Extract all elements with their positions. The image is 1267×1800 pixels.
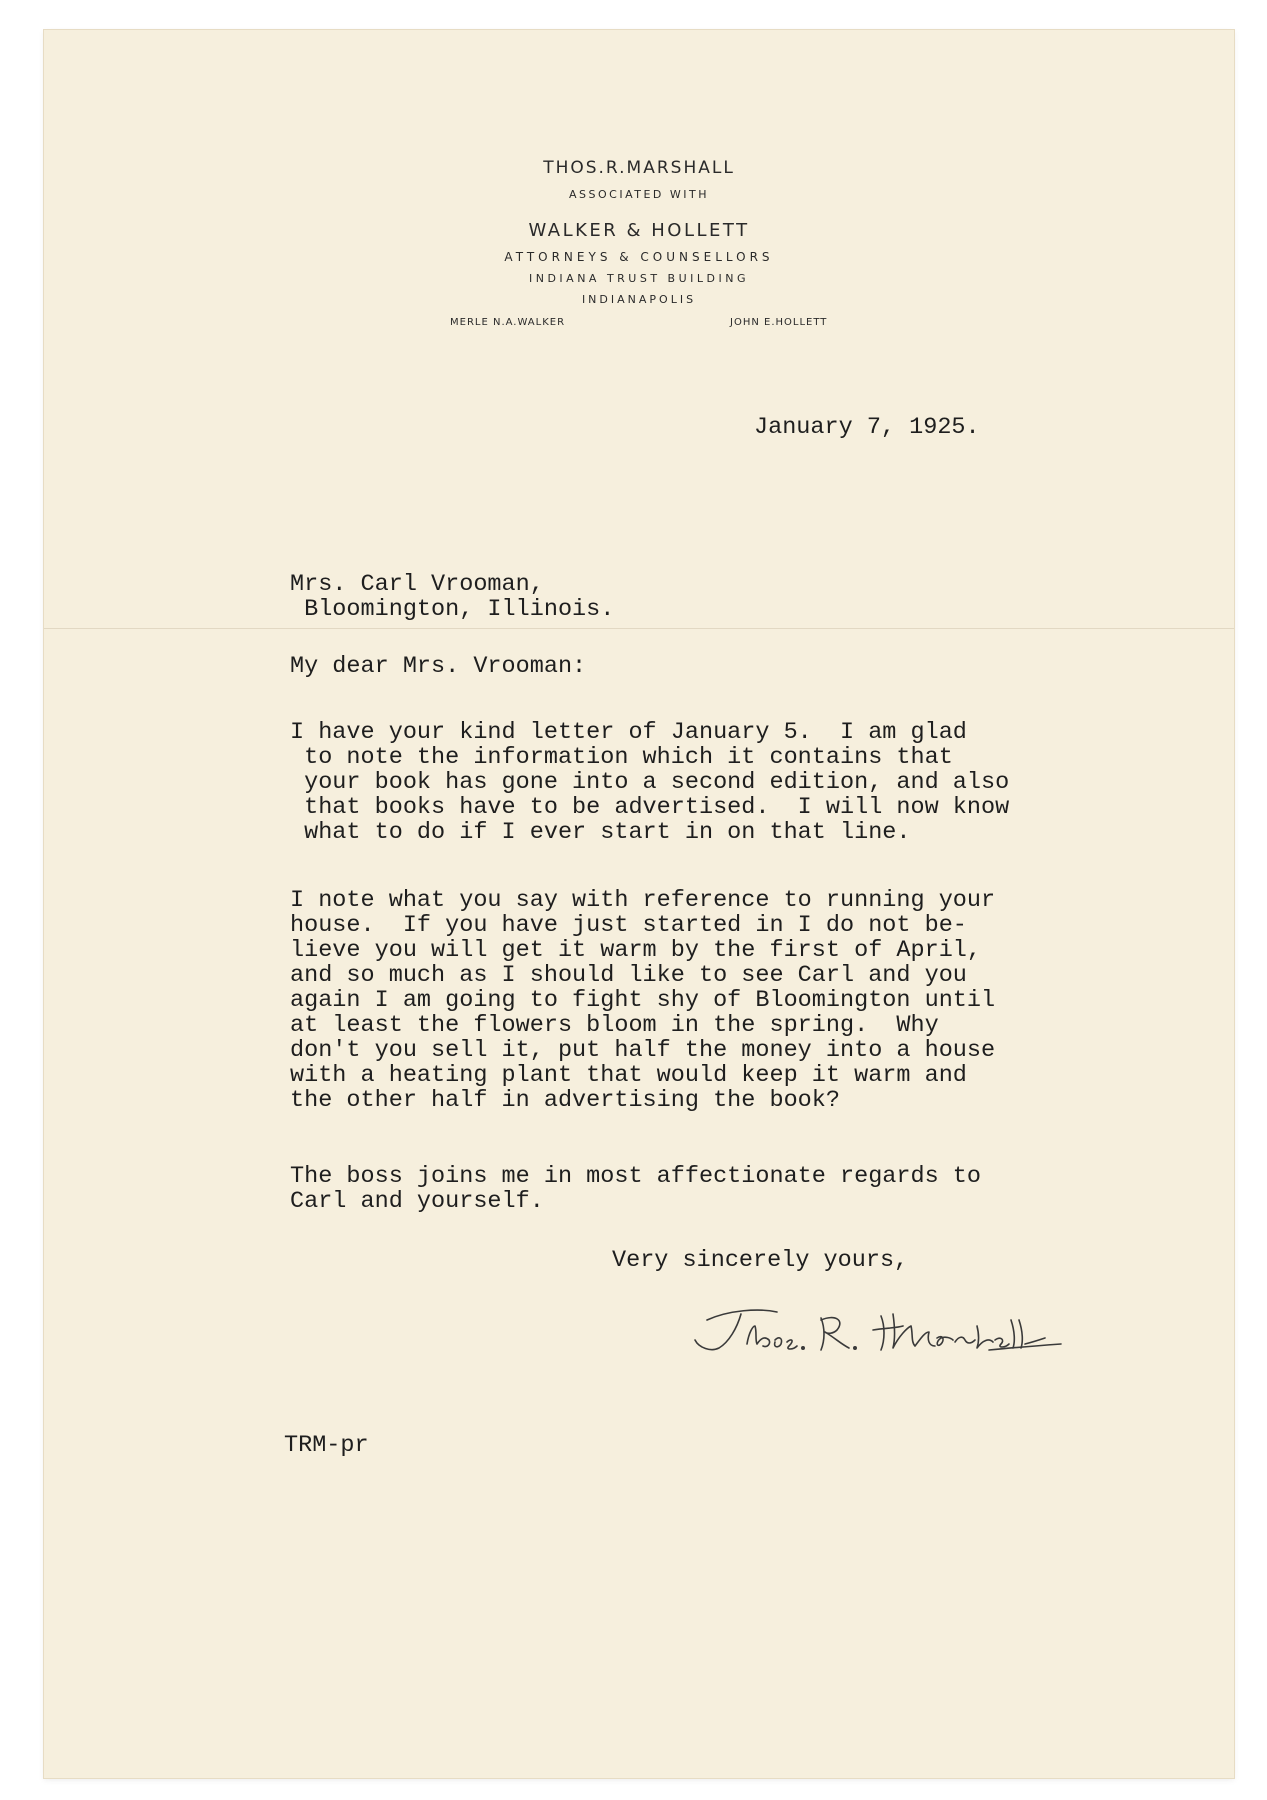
text-line: that books have to be advertised. I will now know xyxy=(290,794,1010,821)
letterhead-profession: ATTORNEYS & COUNSELLORS xyxy=(504,250,774,264)
paragraph-2 xyxy=(290,888,995,1113)
text-line: don't you sell it, put half the money into a house xyxy=(290,1037,996,1064)
recipient-line: Bloomington, Illinois. xyxy=(290,596,615,623)
letterhead-partner-right: JOHN E.HOLLETT xyxy=(730,317,828,328)
recipient-address xyxy=(290,572,614,622)
text-line: again I am going to fight shy of Bloomington until xyxy=(290,987,996,1014)
text-line: at least the flowers bloom in the spring. Why xyxy=(290,1012,939,1039)
text-line: I have your kind letter of January 5. I am glad xyxy=(290,719,967,746)
text-line: with a heating plant that would keep it warm and xyxy=(290,1062,967,1089)
text-line: lieve you will get it warm by the first of April, xyxy=(290,937,982,964)
letterhead-name: THOS.R.MARSHALL xyxy=(543,158,735,178)
text-line: house. If you have just started in I do not be- xyxy=(290,912,967,939)
letter-paper xyxy=(44,30,1234,1778)
text-line: what to do if I ever start in on that line. xyxy=(290,819,911,846)
text-line: your book has gone into a second edition, and also xyxy=(290,769,1010,796)
letterhead-partner-left: MERLE N.A.WALKER xyxy=(450,317,566,328)
text-line: Carl and yourself. xyxy=(290,1188,544,1215)
recipient-line: Mrs. Carl Vrooman, xyxy=(290,571,544,598)
letterhead-building: INDIANA TRUST BUILDING xyxy=(528,272,749,285)
text-line: The boss joins me in most affectionate regards to xyxy=(290,1163,982,1190)
text-line: the other half in advertising the book? xyxy=(290,1087,840,1114)
paper-fold-line xyxy=(44,628,1234,629)
text-line: to note the information which it contains that xyxy=(290,744,953,771)
text-line: and so much as I should like to see Carl and you xyxy=(290,962,967,989)
salutation: My dear Mrs. Vrooman: xyxy=(290,653,587,680)
letterhead-associated: ASSOCIATED WITH xyxy=(569,188,709,201)
closing: Very sincerely yours, xyxy=(612,1247,909,1274)
letter-date: January 7, 1925. xyxy=(754,414,980,441)
paragraph-3 xyxy=(290,1164,981,1214)
paragraph-1 xyxy=(290,720,1009,845)
signature-handwriting xyxy=(689,1292,1069,1362)
typist-initials: TRM-pr xyxy=(284,1432,369,1459)
letterhead-city: INDIANAPOLIS xyxy=(581,293,697,306)
text-line: I note what you say with reference to running your xyxy=(290,887,996,914)
letterhead-firm: WALKER & HOLLETT xyxy=(528,220,750,241)
